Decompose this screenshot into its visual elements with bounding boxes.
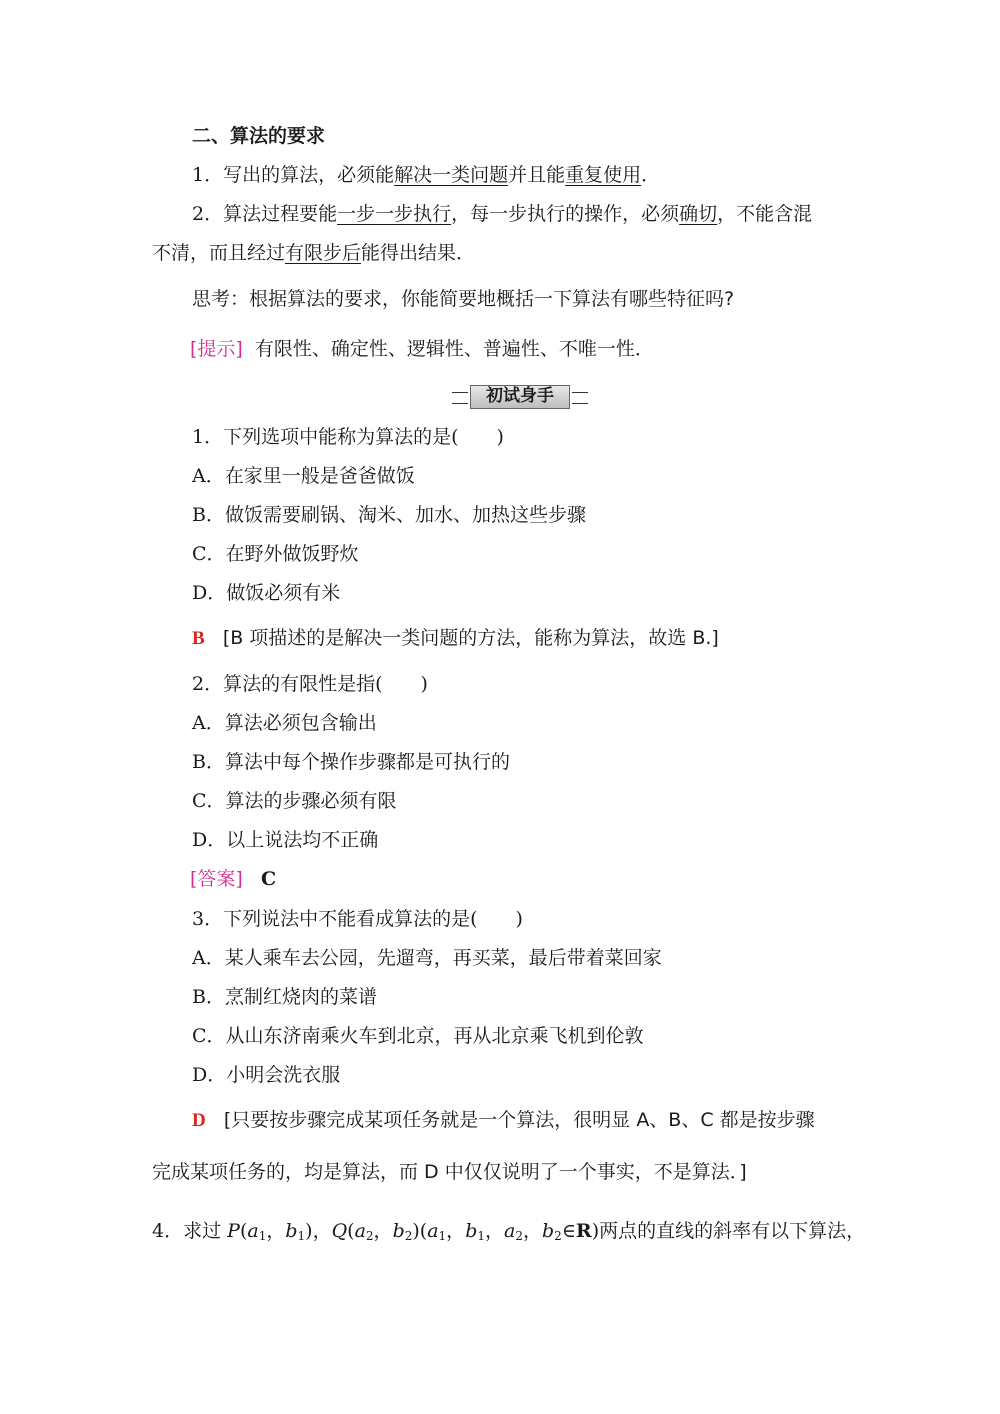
think-question: 思考：根据算法的要求，你能简要地概括一下算法有哪些特征吗? xyxy=(192,288,735,310)
section-heading: 二、算法的要求 xyxy=(192,125,326,147)
hint-tag: [提示] xyxy=(190,338,243,360)
q3-option-a: A．某人乘车去公园，先遛弯，再买菜，最后带着菜回家 xyxy=(192,947,662,969)
q1-option-c: C．在野外做饭野炊 xyxy=(192,543,359,565)
q2-option-c: C．算法的步骤必须有限 xyxy=(192,790,397,812)
q3-option-c: C．从山东济南乘火车到北京，再从北京乘飞机到伦敦 xyxy=(192,1025,644,1047)
q2-stem: 2．算法的有限性是指( ) xyxy=(192,673,428,695)
requirement-2-cont: 不清，而且经过有限步后能得出结果． xyxy=(152,242,476,264)
hint-text: 有限性、确定性、逻辑性、普遍性、不唯一性． xyxy=(254,338,654,360)
requirement-2: 2．算法过程要能一步一步执行，每一步执行的操作，必须确切，不能含混 xyxy=(192,203,813,225)
q1-answer: B [B 项描述的是解决一类问题的方法，能称为算法，故选 B.] xyxy=(192,627,719,649)
section-banner xyxy=(452,384,588,408)
q1-option-a: A．在家里一般是爸爸做饭 xyxy=(192,465,415,487)
q2-option-a: A．算法必须包含输出 xyxy=(192,712,377,734)
q1-option-b: B．做饭需要刷锅、淘米、加水、加热这些步骤 xyxy=(192,504,586,526)
q4-stem: 4．求过 $P(a_1$，$b_1$)，$Q(a_2$，$b_2)(a_1$，$b_1$，$a_2$，$b_2\in R$)两点的直线的斜率有以下算法， xyxy=(152,1220,866,1243)
q3-answer-cont: 完成某项任务的，均是算法，而 D 中仅仅说明了一个事实，不是算法．] xyxy=(152,1161,747,1183)
banner-title: 初试身手 xyxy=(486,386,554,406)
q1-stem: 1．下列选项中能称为算法的是( ) xyxy=(192,426,504,448)
q3-option-b: B．烹制红烧肉的菜谱 xyxy=(192,986,377,1008)
q3-stem: 3．下列说法中不能看成算法的是( ) xyxy=(192,908,523,930)
hint xyxy=(190,336,654,362)
q3-answer: D [只要按步骤完成某项任务就是一个算法，很明显 A、B、C 都是按步骤 xyxy=(192,1109,815,1131)
q1-option-d: D．做饭必须有米 xyxy=(192,582,341,604)
requirement-1: 1．写出的算法，必须能解决一类问题并且能重复使用． xyxy=(192,164,661,186)
q2-option-b: B．算法中每个操作步骤都是可执行的 xyxy=(192,751,510,773)
q3-option-d: D．小明会洗衣服 xyxy=(192,1064,341,1086)
q2-answer: [答案] C xyxy=(190,868,277,890)
q2-option-d: D．以上说法均不正确 xyxy=(192,829,379,851)
